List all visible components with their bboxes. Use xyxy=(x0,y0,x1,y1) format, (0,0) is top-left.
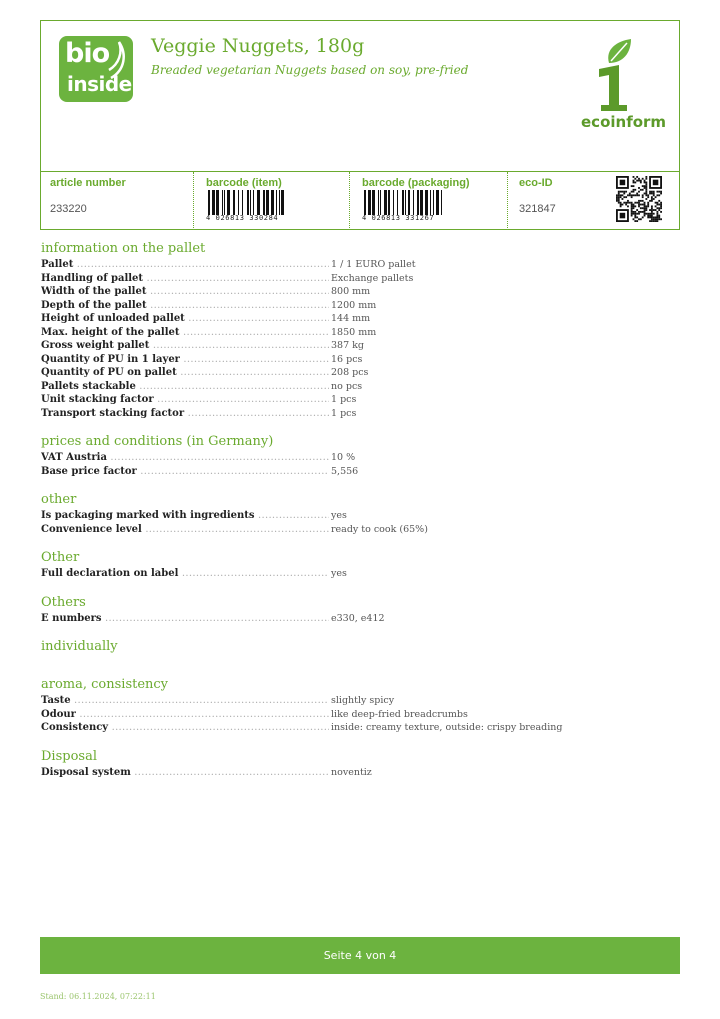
barcode-bar xyxy=(208,190,210,215)
attribute-value: yes xyxy=(331,568,347,579)
barcode-bar xyxy=(253,190,254,215)
barcode-bar xyxy=(402,190,404,215)
attribute-row xyxy=(41,407,681,421)
attribute-key: Consistency ..... xyxy=(41,721,329,735)
attribute-key: Quantity of PU in 1 layer ..... xyxy=(41,353,329,367)
section-title: Others xyxy=(41,594,86,610)
attribute-value: 1 pcs xyxy=(331,394,357,405)
barcode-bar xyxy=(430,190,431,215)
barcode-bar xyxy=(380,190,381,215)
barcode-bar xyxy=(372,190,375,215)
barcode-item-label: barcode (item) xyxy=(206,177,282,189)
attribute-key: Max. height of the pallet ..... xyxy=(41,326,329,340)
section-title: Other xyxy=(41,550,80,565)
attribute-key: Pallets stackable ..... xyxy=(41,380,329,394)
attribute-key: Width of the pallet ..... xyxy=(41,285,329,299)
attribute-value: ready to cook (65%) xyxy=(331,523,428,535)
qr-code-icon xyxy=(616,176,662,222)
barcode-bar xyxy=(436,190,439,215)
attribute-key: Gross weight pallet ..... xyxy=(41,339,329,353)
header-box xyxy=(40,20,680,172)
attribute-value: 10 % xyxy=(331,452,356,463)
attribute-row xyxy=(41,312,681,326)
article-number-cell xyxy=(41,172,193,230)
barcode-bar xyxy=(384,190,387,215)
attribute-value: 144 mm xyxy=(331,313,371,324)
attribute-row xyxy=(41,523,681,537)
attribute-value: like deep-fried breadcrumbs xyxy=(331,708,468,720)
attribute-row xyxy=(41,299,681,313)
attribute-row xyxy=(41,567,681,581)
barcode-bar xyxy=(408,190,410,215)
eco-id-value: 321847 xyxy=(519,203,556,215)
bio-logo-line1: bio xyxy=(65,38,110,69)
barcode-bar xyxy=(279,190,280,215)
attribute-row xyxy=(41,612,681,626)
attribute-value: yes xyxy=(331,510,347,521)
attribute-value: Exchange pallets xyxy=(331,272,414,284)
article-number-value: 233220 xyxy=(50,203,87,215)
barcode-packaging-cell xyxy=(349,172,507,230)
attribute-row xyxy=(41,353,681,367)
barcode-packaging-digits: 4 026813 331267 xyxy=(362,214,435,222)
section-title: information on the pallet xyxy=(41,241,206,256)
attribute-key: Taste ..... xyxy=(41,694,329,708)
barcode-packaging-bars xyxy=(364,190,442,215)
barcode-bar xyxy=(212,190,215,215)
bio-logo-line2: inside xyxy=(67,72,132,96)
ecoinform-leaf-icon xyxy=(575,39,665,113)
attribute-value: 5,556 xyxy=(331,465,359,477)
barcode-bar xyxy=(433,190,434,215)
attribute-value: noventiz xyxy=(331,766,372,778)
barcode-bar xyxy=(388,190,390,215)
barcode-bar xyxy=(266,190,269,215)
barcode-bar xyxy=(425,190,428,215)
attribute-value: slightly spicy xyxy=(331,695,395,706)
barcode-bar xyxy=(441,190,443,215)
barcode-bar xyxy=(263,190,265,215)
product-subtitle: Breaded vegetarian Nuggets based on soy, pre-fried xyxy=(151,63,469,77)
leaf-swirl-icon xyxy=(107,40,129,80)
barcode-bar xyxy=(250,190,251,215)
article-number-label: article number xyxy=(50,177,126,189)
attribute-row xyxy=(41,339,681,353)
barcode-bar xyxy=(393,190,394,215)
attribute-key: Pallet ..... xyxy=(41,258,329,272)
attribute-key: Odour ..... xyxy=(41,708,329,722)
attribute-row xyxy=(41,465,681,479)
barcode-item-image xyxy=(208,190,286,222)
barcode-bar xyxy=(368,190,371,215)
barcode-bar xyxy=(378,190,379,215)
barcode-bar xyxy=(276,190,277,215)
attribute-row xyxy=(41,708,681,722)
attribute-row xyxy=(41,509,681,523)
attribute-key: Convenience level ..... xyxy=(41,523,329,537)
barcode-packaging-label: barcode (packaging) xyxy=(362,177,470,189)
attribute-row xyxy=(41,258,681,272)
ecoinform-logo xyxy=(575,39,665,139)
attribute-value: 800 mm xyxy=(331,286,371,297)
attribute-key: Handling of pallet ..... xyxy=(41,272,329,286)
attribute-key: Full declaration on label ..... xyxy=(41,567,329,581)
section-title: Disposal xyxy=(41,748,97,764)
barcode-bar xyxy=(405,190,406,215)
attribute-value: no pcs xyxy=(331,380,363,392)
attribute-key: Depth of the pallet ..... xyxy=(41,299,329,313)
attribute-row xyxy=(41,451,681,465)
attribute-value: 387 kg xyxy=(331,340,364,351)
attribute-key: Is packaging marked with ingredients ..... xyxy=(41,509,329,523)
attribute-row xyxy=(41,393,681,407)
attribute-value: 1 / 1 EURO pallet xyxy=(331,259,416,270)
bio-inside-logo xyxy=(59,36,133,102)
barcode-bar xyxy=(242,190,243,215)
attribute-value: inside: creamy texture, outside: crispy breading xyxy=(331,722,563,733)
barcode-item-bars xyxy=(208,190,286,215)
attribute-row xyxy=(41,326,681,340)
barcode-bar xyxy=(257,190,260,215)
attribute-row xyxy=(41,694,681,708)
barcode-bar xyxy=(271,190,274,215)
section-title: aroma, consistency xyxy=(41,677,169,692)
barcode-bar xyxy=(420,190,423,215)
attribute-key: Quantity of PU on pallet ..... xyxy=(41,366,329,380)
attribute-row xyxy=(41,366,681,380)
barcode-bar xyxy=(238,190,239,215)
attribute-sections xyxy=(41,240,681,779)
attribute-key: Base price factor ..... xyxy=(41,465,329,479)
barcode-bar xyxy=(224,190,225,215)
barcode-packaging-image xyxy=(364,190,442,222)
barcode-bar xyxy=(397,190,398,215)
barcode-bar xyxy=(417,190,419,215)
attribute-row xyxy=(41,285,681,299)
attribute-row xyxy=(41,272,681,286)
attribute-key: Height of unloaded pallet ..... xyxy=(41,312,329,326)
eco-id-label: eco-ID xyxy=(519,177,553,189)
attribute-value: 208 pcs xyxy=(331,367,369,378)
attribute-value: e330, e412 xyxy=(331,612,385,624)
stand-timestamp: Stand: 06.11.2024, 07:22:11 xyxy=(40,992,156,1001)
attribute-key: VAT Austria ..... xyxy=(41,451,329,465)
barcode-bar xyxy=(247,190,249,215)
barcode-item-digits: 4 026813 330284 xyxy=(206,214,279,222)
barcode-bar xyxy=(216,190,219,215)
attribute-key: E numbers ..... xyxy=(41,612,329,626)
attribute-key: Unit stacking factor ..... xyxy=(41,393,329,407)
barcode-bar xyxy=(227,190,230,215)
attribute-value: 1 pcs xyxy=(331,407,357,419)
attribute-value: 16 pcs xyxy=(331,353,363,365)
attribute-row xyxy=(41,721,681,735)
barcode-bar xyxy=(233,190,235,215)
attribute-value: 1850 mm xyxy=(331,326,377,338)
attribute-value: 1200 mm xyxy=(331,299,377,311)
attribute-key: Transport stacking factor ..... xyxy=(41,407,329,421)
attribute-row xyxy=(41,766,681,780)
attribute-row xyxy=(41,380,681,394)
attribute-key: Disposal system ..... xyxy=(41,766,329,780)
footer-bar xyxy=(40,937,680,974)
barcode-bar xyxy=(222,190,223,215)
section-title: other xyxy=(41,492,77,507)
page-indicator: Seite 4 von 4 xyxy=(323,949,397,962)
barcode-bar xyxy=(281,190,284,215)
section-title: individually xyxy=(41,639,118,654)
barcode-bar xyxy=(364,190,366,215)
product-title: Veggie Nuggets, 180g xyxy=(151,35,365,57)
barcode-bar xyxy=(413,190,414,215)
barcode-item-cell xyxy=(193,172,349,230)
ecoinform-text: ecoinform xyxy=(581,113,667,131)
section-title: prices and conditions (in Germany) xyxy=(41,434,274,449)
identifier-row xyxy=(40,172,680,230)
